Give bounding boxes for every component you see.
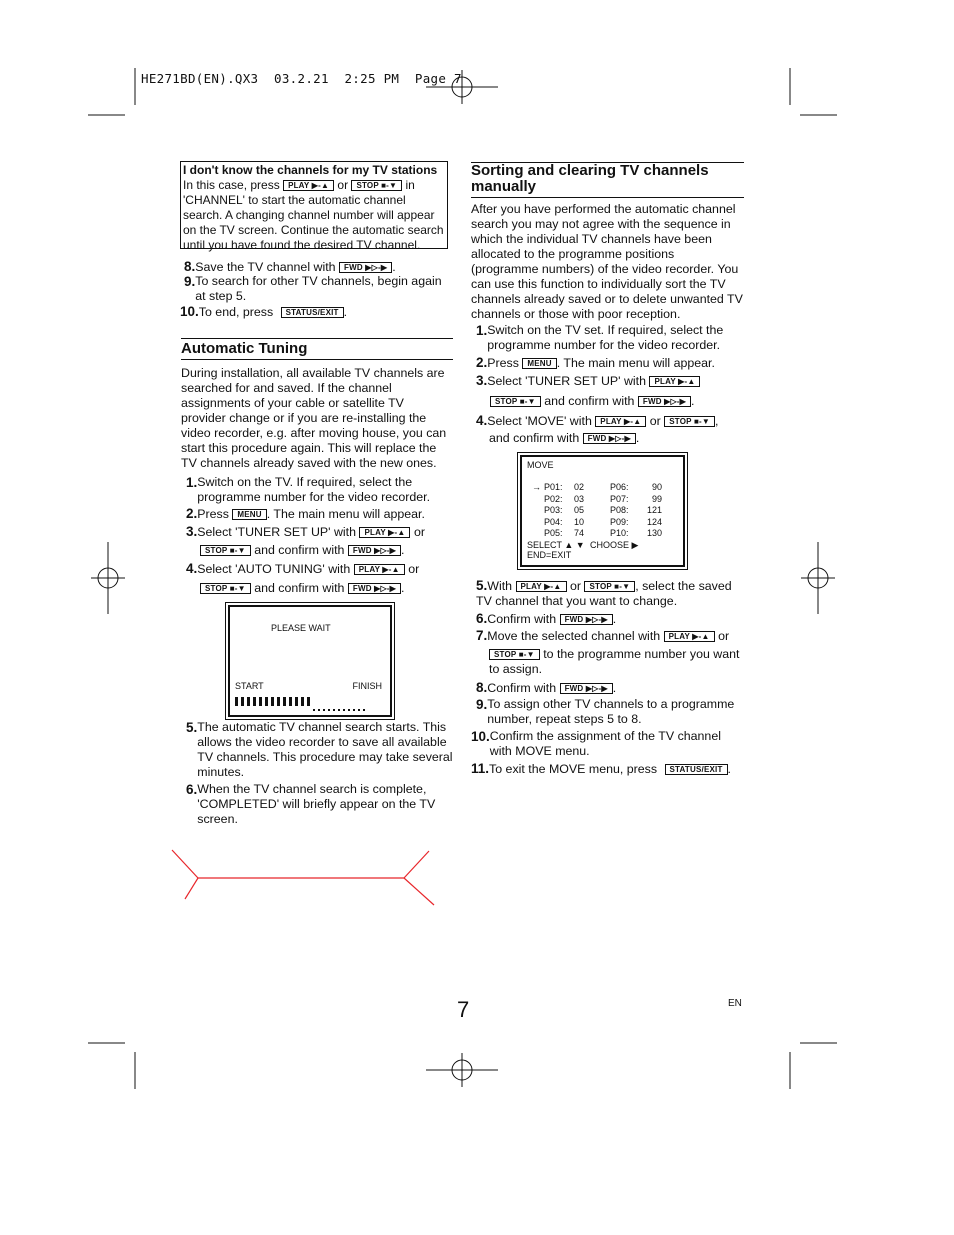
progress-block-filled	[307, 697, 310, 706]
auto-step-2: 2.Press MENU . The main menu will appear.	[186, 506, 425, 521]
fwd-button: FWD ▶▷-▶	[638, 396, 691, 407]
move-cell-p1: P01:	[544, 482, 563, 492]
move-row	[532, 517, 662, 529]
move-cell-p2: P09:	[610, 516, 629, 527]
stop-button: STOP ■-▼	[584, 581, 635, 592]
progress-block-filled	[259, 697, 262, 706]
progress-block-empty	[333, 709, 335, 711]
status-exit-button: STATUS/EXIT	[281, 307, 344, 318]
progress-block-empty	[363, 709, 365, 711]
info-text: in	[405, 178, 415, 192]
auto-step-4-confirm: STOP ■-▼ and confirm with FWD ▶▷-▶ .	[200, 581, 460, 596]
auto-step-6: 6. When the TV channel search is complete, 'COMPLETED' will briefly appear on the TV screen.	[186, 782, 436, 826]
move-cell-p2: P10:	[610, 528, 629, 538]
play-button: PLAY ▶-▲	[354, 564, 405, 575]
progress-block-filled	[271, 697, 274, 706]
move-row	[532, 482, 662, 494]
progress-bar	[235, 693, 381, 702]
move-cell-cursor	[532, 528, 544, 540]
move-table	[532, 482, 662, 540]
sort-step-1: 1. Switch on the TV set. If required, select the programme number for the video recorder.	[476, 323, 724, 352]
fwd-button: FWD ▶▷-▶	[560, 614, 613, 625]
stop-button: STOP ■-▼	[490, 396, 541, 407]
progress-block-filled	[241, 697, 244, 706]
move-title: MOVE	[527, 460, 554, 470]
move-cell-v2: 121	[646, 505, 662, 515]
move-cell-p1: P03:	[544, 505, 563, 515]
auto-step-3-confirm: STOP ■-▼ and confirm with FWD ▶▷-▶ .	[200, 543, 460, 558]
auto-step-4: 4.Select 'AUTO TUNING' with PLAY ▶-▲ or	[186, 561, 420, 576]
fwd-button: FWD ▶▷-▶	[583, 433, 636, 444]
sort-step-8: 8.Confirm with FWD ▶▷-▶ .	[476, 680, 617, 695]
menu-button: MENU	[522, 358, 556, 369]
stop-button: STOP ■-▼	[351, 180, 402, 191]
info-box	[180, 161, 448, 252]
move-cell-p1: P05:	[544, 528, 563, 538]
move-row	[532, 528, 662, 540]
move-cell-p2: P07:	[610, 493, 629, 504]
status-exit-button: STATUS/EXIT	[665, 764, 728, 775]
sort-step-11: 11.To exit the MOVE menu, press STATUS/EXIT .	[471, 761, 731, 776]
sorting-heading: Sorting and clearing TV channels manually	[471, 162, 744, 198]
auto-step-3: 3.Select 'TUNER SET UP' with PLAY ▶-▲ or	[186, 524, 425, 539]
auto-step-1: 1. Switch on the TV. If required, select the programme number for the video recorder.	[186, 475, 431, 504]
progress-block-empty	[328, 709, 330, 711]
sort-step-3: 3.Select 'TUNER SET UP' with PLAY ▶-▲	[476, 373, 746, 389]
menu-button: MENU	[232, 509, 266, 520]
fwd-button: FWD ▶▷-▶	[339, 262, 392, 273]
progress-block-filled	[289, 697, 292, 706]
sort-step-7: 7.Move the selected channel with PLAY ▶-▲ or	[476, 628, 730, 643]
sort-step-3-confirm: STOP ■-▼ and confirm with FWD ▶▷-▶ .	[490, 394, 750, 409]
move-cell-v1: 74	[574, 528, 585, 538]
move-row	[532, 505, 662, 517]
move-cell-cursor: →	[532, 482, 541, 492]
play-button: PLAY ▶-▲	[595, 416, 646, 427]
automatic-tuning-heading: Automatic Tuning	[181, 338, 453, 360]
sort-step-4: 4.Select 'MOVE' with PLAY ▶-▲ or STOP ■-▼ ,	[476, 413, 719, 428]
sorting-intro: After you have performed the automatic channel search you may not agree with the sequence in which the individual TV channels have been allocated to the programme positions (programme numbers) of the video recorder. You can use this function to individually sort the TV channels already saved or to delete unwanted TV channels or those with poor reception.	[471, 202, 743, 321]
info-text: In this case, press	[183, 178, 280, 192]
move-cell-cursor	[532, 505, 544, 517]
move-cell-p2: P08:	[610, 505, 629, 515]
sort-step-9: 9. To assign other TV channels to a programme number, repeat steps 5 to 8.	[476, 697, 735, 726]
play-button: PLAY ▶-▲	[649, 376, 700, 387]
move-cell-p1: P04:	[544, 516, 563, 527]
stop-button: STOP ■-▼	[200, 545, 251, 556]
progress-block-filled	[235, 697, 238, 706]
progress-block-filled	[301, 697, 304, 706]
move-row	[532, 494, 662, 506]
move-cell-v2: 90	[651, 482, 662, 492]
move-cell-v1: 02	[574, 482, 585, 492]
move-cell-p2: P06:	[610, 482, 629, 492]
progress-block-empty	[353, 709, 355, 711]
progress-block-filled	[295, 697, 298, 706]
progress-block-filled	[265, 697, 268, 706]
move-cell-cursor	[532, 517, 544, 529]
stop-button: STOP ■-▼	[664, 416, 715, 427]
select-hint: SELECT ▲ ▼	[527, 540, 585, 550]
play-button: PLAY ▶-▲	[664, 631, 715, 642]
progress-block-empty	[313, 709, 315, 711]
step-8: 8.Save the TV channel with FWD ▶▷-▶ .	[184, 259, 396, 274]
tv-screen-move	[520, 455, 685, 567]
info-box-title: I don't know the channels for my TV stations	[183, 163, 438, 177]
sort-step-6: 6.Confirm with FWD ▶▷-▶ .	[476, 611, 617, 626]
play-button: PLAY ▶-▲	[283, 180, 334, 191]
auto-step-5: 5. The automatic TV channel search starts. This allows the video recorder to save all available TV channels. This procedure may take several minutes.	[186, 720, 453, 779]
fwd-button: FWD ▶▷-▶	[560, 683, 613, 694]
progress-block-filled	[283, 697, 286, 706]
finish-label: FINISH	[352, 681, 382, 691]
sort-step-2: 2.Press MENU . The main menu will appear.	[476, 355, 715, 370]
step-10: 10.To end, press STATUS/EXIT .	[180, 304, 348, 319]
move-cell-v2: 124	[646, 516, 662, 527]
print-header: HE271BD(EN).QX3 03.2.21 2:25 PM Page 7	[141, 71, 462, 86]
progress-block-empty	[348, 709, 350, 711]
play-button: PLAY ▶-▲	[516, 581, 567, 592]
progress-block-filled	[247, 697, 250, 706]
move-cell-p1: P02:	[544, 493, 563, 504]
info-text: or	[337, 178, 349, 192]
progress-block-filled	[277, 697, 280, 706]
progress-block-empty	[318, 709, 320, 711]
sort-step-10: 10. Confirm the assignment of the TV channel with MOVE menu.	[471, 729, 721, 758]
fwd-button: FWD ▶▷-▶	[348, 583, 401, 594]
progress-block-filled	[253, 697, 256, 706]
start-label: START	[235, 681, 264, 691]
sort-step-4-confirm: and confirm with FWD ▶▷-▶ .	[489, 431, 640, 445]
progress-block-empty	[338, 709, 340, 711]
step-9: 9. To search for other TV channels, begin again at step 5.	[184, 274, 442, 303]
progress-block-empty	[323, 709, 325, 711]
move-cell-cursor	[532, 494, 544, 506]
tv-screen-please-wait	[228, 605, 392, 717]
automatic-tuning-intro: During installation, all available TV channels are searched for and saved. If the channel assignments of your cable or satellite TV provider change or if you are re-installing the video recorder, e.g. after moving house, you can start this procedure again. This will replace the TV channels already saved with the new ones.	[181, 366, 447, 470]
progress-block-empty	[358, 709, 360, 711]
play-button: PLAY ▶-▲	[359, 527, 410, 538]
stop-button: STOP ■-▼	[489, 649, 540, 660]
move-cell-v2: 99	[651, 493, 662, 504]
progress-block-empty	[343, 709, 345, 711]
page-number: 7	[457, 997, 470, 1022]
stop-button: STOP ■-▼	[200, 583, 251, 594]
sort-step-7-cont: STOP ■-▼ to the programme number you want to assign.	[489, 647, 740, 676]
move-cell-v1: 10	[574, 516, 585, 527]
language-code: EN	[728, 998, 742, 1009]
move-cell-v2: 130	[646, 528, 662, 538]
choose-hint: CHOOSE ▶	[590, 540, 639, 550]
info-text: 'CHANNEL' to start the automatic channel search. A changing channel number will appear on the TV screen. Continue the automatic search until you have found the desired TV channel.	[183, 193, 444, 252]
move-cell-v1: 05	[574, 505, 585, 515]
sort-step-5: 5.With PLAY ▶-▲ or STOP ■-▼ , select the saved TV channel that you want to change.	[476, 578, 732, 608]
fwd-button: FWD ▶▷-▶	[348, 545, 401, 556]
end-hint: END=EXIT	[527, 550, 572, 560]
please-wait-text: PLEASE WAIT	[271, 623, 331, 633]
move-cell-v1: 03	[574, 493, 585, 504]
